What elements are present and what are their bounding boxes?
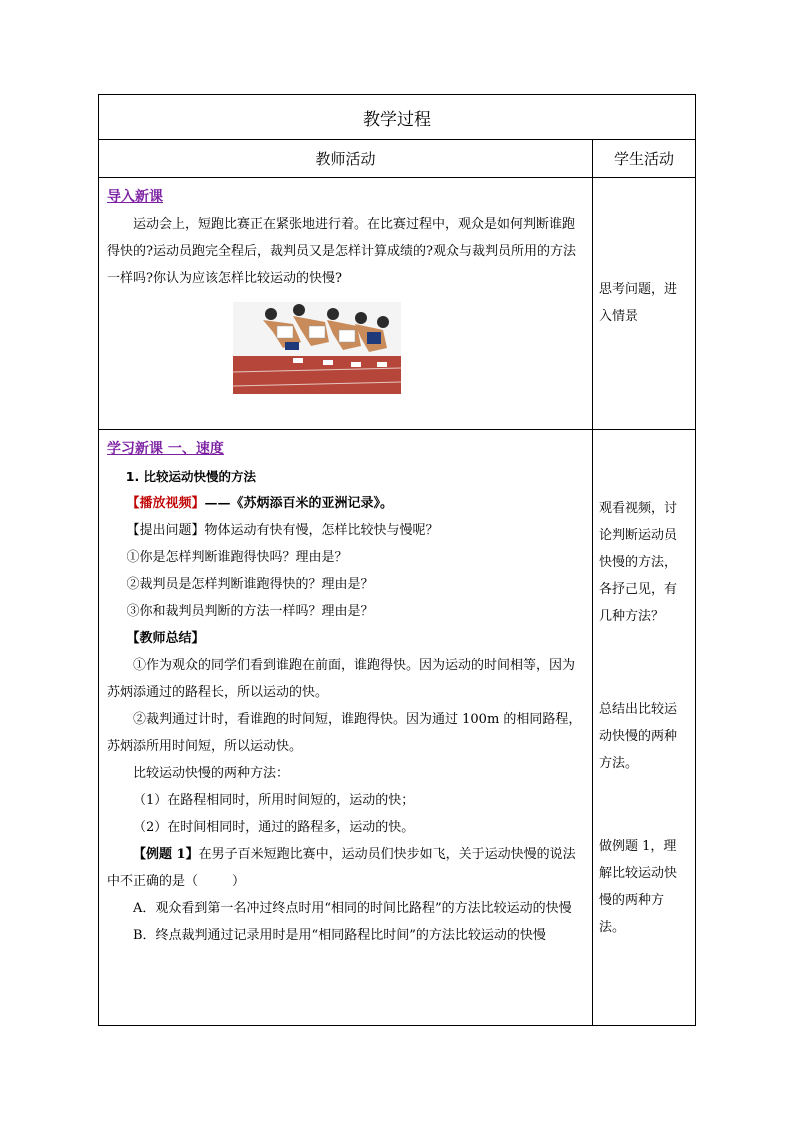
summary-1: ①作为观众的同学们看到谁跑在前面，谁跑得快。因为运动的时间相等，因为苏炳添通过的路程长，所以运动的快。: [107, 658, 576, 700]
question-1: ①你是怎样判断谁跑得快吗？理由是？: [126, 550, 348, 565]
summary-2: ②裁判通过计时，看谁跑的时间短，谁跑得快。因为通过 100m 的相同路程，苏炳添所用时间短，所以运动快。: [107, 712, 582, 754]
example-1: [107, 841, 582, 895]
question-3: ③你和裁判员判断的方法一样吗？理由是？: [126, 604, 374, 619]
example-tag: 【例题 1】: [133, 847, 199, 862]
method-1: （1）在路程相同时，所用时间短的，运动的快；: [133, 793, 415, 808]
question-line: 【提出问题】物体运动有快有慢，怎样比较快与慢呢？: [126, 523, 439, 538]
section2-heading: 学习新课 一、速度: [107, 441, 224, 457]
intro-student-note: 思考问题，进入情景: [599, 282, 678, 324]
section2-teacher-cell: [99, 430, 593, 1026]
video-tag: 【播放视频】: [126, 496, 205, 511]
section2-student-note-3: 做例题 1，理解比较运动快慢的两种方法。: [599, 839, 678, 935]
section2-student-note-1: 观看视频，讨论判断运动员快慢的方法，各抒己见，有几种方法？: [599, 501, 678, 624]
section2-student-note-2: 总结出比较运动快慢的两种方法。: [599, 702, 678, 771]
method-2: （2）在时间相同时，通过的路程多，运动的快。: [133, 820, 415, 835]
intro-heading: 导入新课: [107, 189, 163, 205]
option-a: A．观众看到第一名冲过终点时用“相同的时间比路程”的方法比较运动的快慢: [133, 901, 572, 916]
question-2: ②裁判员是怎样判断谁跑得快的？理由是？: [126, 577, 374, 592]
summary-tag: 【教师总结】: [126, 631, 205, 646]
video-text: ——《苏炳添百米的亚洲记录》。: [204, 496, 394, 511]
section2-student-cell: [593, 430, 696, 1026]
intro-text: 运动会上，短跑比赛正在紧张地进行着。在比赛过程中，观众是如何判断谁跑得快的?运动员跑完全程后，裁判员又是怎样计算成绩的?观众与裁判员所用的方法一样吗?你认为应该怎样比较运动的快慢?: [107, 217, 576, 286]
example-text: 在男子百米短跑比赛中，运动员们快步如飞，关于运动快慢的说法中不正确的是（: [107, 847, 576, 889]
student-activity-header: 学生活动: [593, 140, 696, 178]
example-close: ）: [232, 874, 246, 889]
table-title: 教学过程: [99, 95, 696, 140]
section2-subheading: 1. 比较运动快慢的方法: [125, 469, 257, 484]
methods-title: 比较运动快慢的两种方法：: [133, 766, 290, 781]
sprinters-photo: [233, 302, 401, 394]
intro-teacher-cell: [99, 178, 593, 430]
lesson-table: [98, 94, 696, 1026]
video-line: [107, 490, 582, 517]
teacher-activity-header: 教师活动: [99, 140, 593, 178]
option-b: B．终点裁判通过记录用时是用“相同路程比时间”的方法比较运动的快慢: [133, 928, 546, 943]
intro-student-cell: [593, 178, 696, 430]
